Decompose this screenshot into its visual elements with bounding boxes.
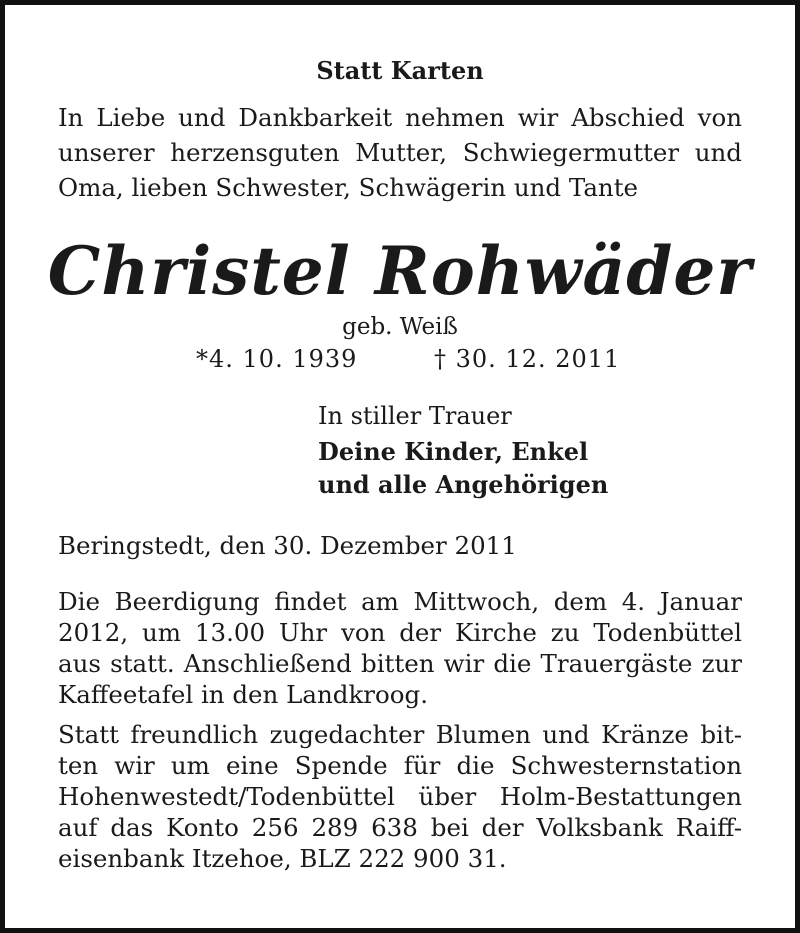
mourners-line: und alle Angehörigen xyxy=(318,470,609,499)
funeral-line: aus statt. Anschließend bitten wir die Trauergäste zur xyxy=(58,649,742,678)
intro-line: unserer herzensguten Mutter, Schwiegermutter und xyxy=(58,138,742,167)
death-date: † 30. 12. 2011 xyxy=(434,345,621,373)
donation-line: Statt freundlich zugedachter Blumen und Kränze bit- xyxy=(58,720,742,749)
donation-line: Hohenwestedt/Todenbüttel über Holm-Bestattungen xyxy=(58,782,742,811)
funeral-line: 2012, um 13.00 Uhr von der Kirche zu Todenbüttel xyxy=(58,618,742,647)
notice-header: Statt Karten xyxy=(316,56,484,85)
mourners-line: Deine Kinder, Enkel xyxy=(318,437,589,466)
funeral-line: Kaffeetafel in den Landkroog. xyxy=(58,680,428,709)
donation-line: eisenbank Itzehoe, BLZ 222 900 31. xyxy=(58,844,507,873)
intro-line: Oma, lieben Schwester, Schwägerin und Tante xyxy=(58,173,639,202)
maiden-name: geb. Weiß xyxy=(342,314,458,340)
intro-line: In Liebe und Dankbarkeit nehmen wir Abschied von xyxy=(58,103,742,132)
donation-text xyxy=(58,719,742,874)
funeral-text xyxy=(58,586,742,710)
funeral-line: Die Beerdigung findet am Mittwoch, dem 4. Januar xyxy=(58,587,742,616)
birth-date: *4. 10. 1939 xyxy=(196,345,358,373)
mourning-intro: In stiller Trauer xyxy=(318,402,512,430)
deceased-name: Christel Rohwäder xyxy=(47,232,753,310)
donation-line: auf das Konto 256 289 638 bei der Volksbank Raiff- xyxy=(58,813,742,842)
place-date: Beringstedt, den 30. Dezember 2011 xyxy=(58,531,517,560)
intro-text xyxy=(58,100,742,205)
donation-line: ten wir um eine Spende für die Schwesternstation xyxy=(58,751,742,780)
